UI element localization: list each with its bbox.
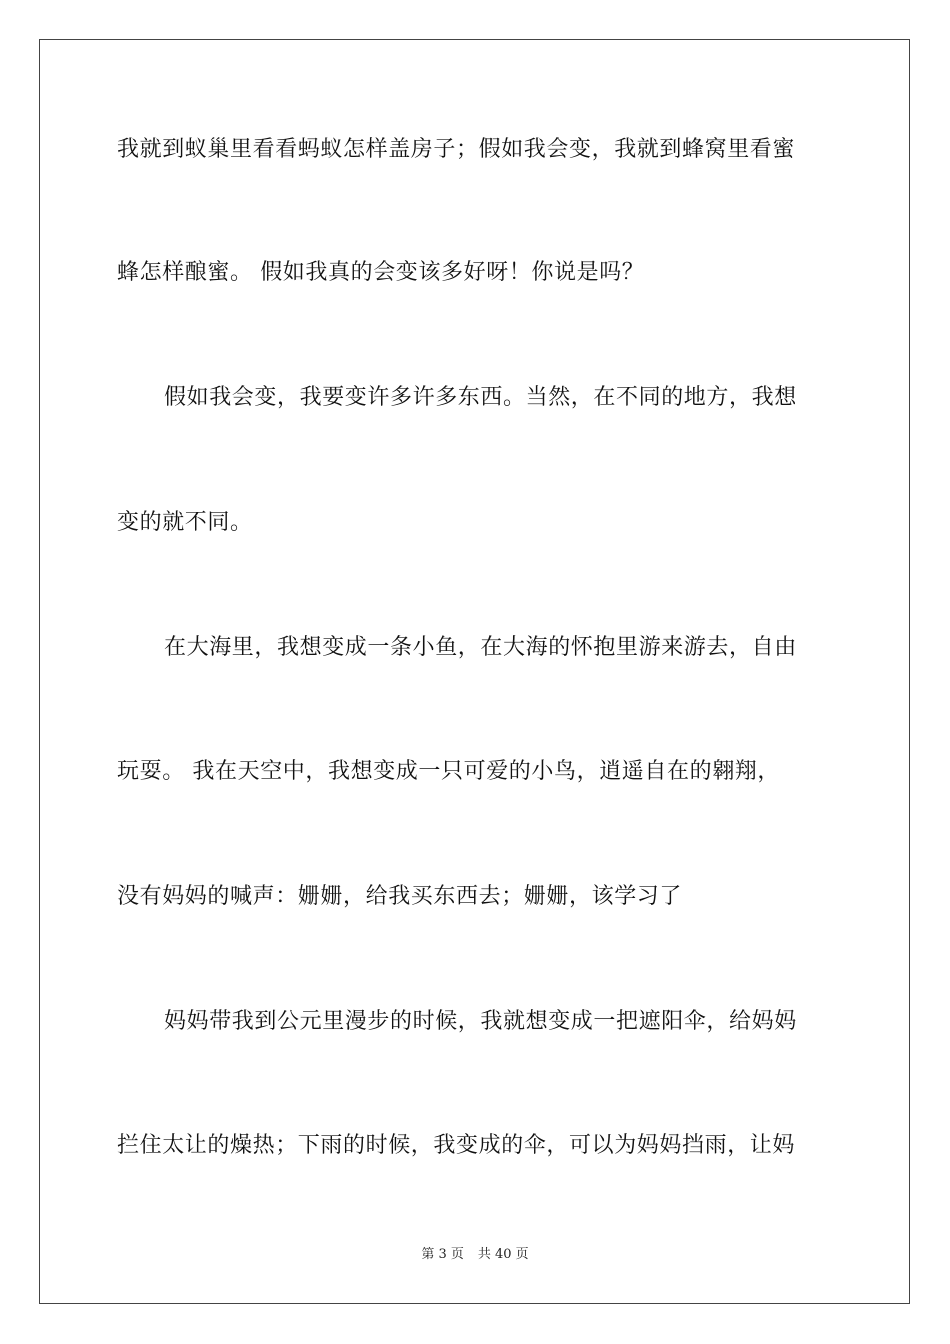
page-number: 第 3 页 xyxy=(421,1247,464,1262)
text-line-4: 变的就不同。 xyxy=(117,510,253,535)
text-line-1: 我就到蚁巢里看看蚂蚁怎样盖房子；假如我会变，我就到蜂窝里看蜜 xyxy=(117,137,796,162)
text-line-2: 蜂怎样酿蜜。 假如我真的会变该多好呀！你说是吗？ xyxy=(117,260,645,285)
text-line-6: 玩耍。 我在天空中，我想变成一只可爱的小鸟，逍遥自在的翱翔， xyxy=(117,759,780,784)
text-line-3: 假如我会变，我要变许多许多东西。当然，在不同的地方，我想 xyxy=(164,385,797,410)
text-line-5: 在大海里，我想变成一条小鱼，在大海的怀抱里游来游去，自由 xyxy=(164,635,797,660)
page-frame xyxy=(39,39,910,1304)
text-line-9: 拦住太让的燥热；下雨的时候，我变成的伞，可以为妈妈挡雨，让妈 xyxy=(117,1133,796,1158)
page-total: 共 40 页 xyxy=(477,1247,529,1262)
text-line-7: 没有妈妈的喊声：姗姗，给我买东西去；姗姗，该学习了 xyxy=(117,884,683,909)
text-line-8: 妈妈带我到公元里漫步的时候，我就想变成一把遮阳伞，给妈妈 xyxy=(164,1009,797,1034)
page-footer xyxy=(0,1247,950,1263)
